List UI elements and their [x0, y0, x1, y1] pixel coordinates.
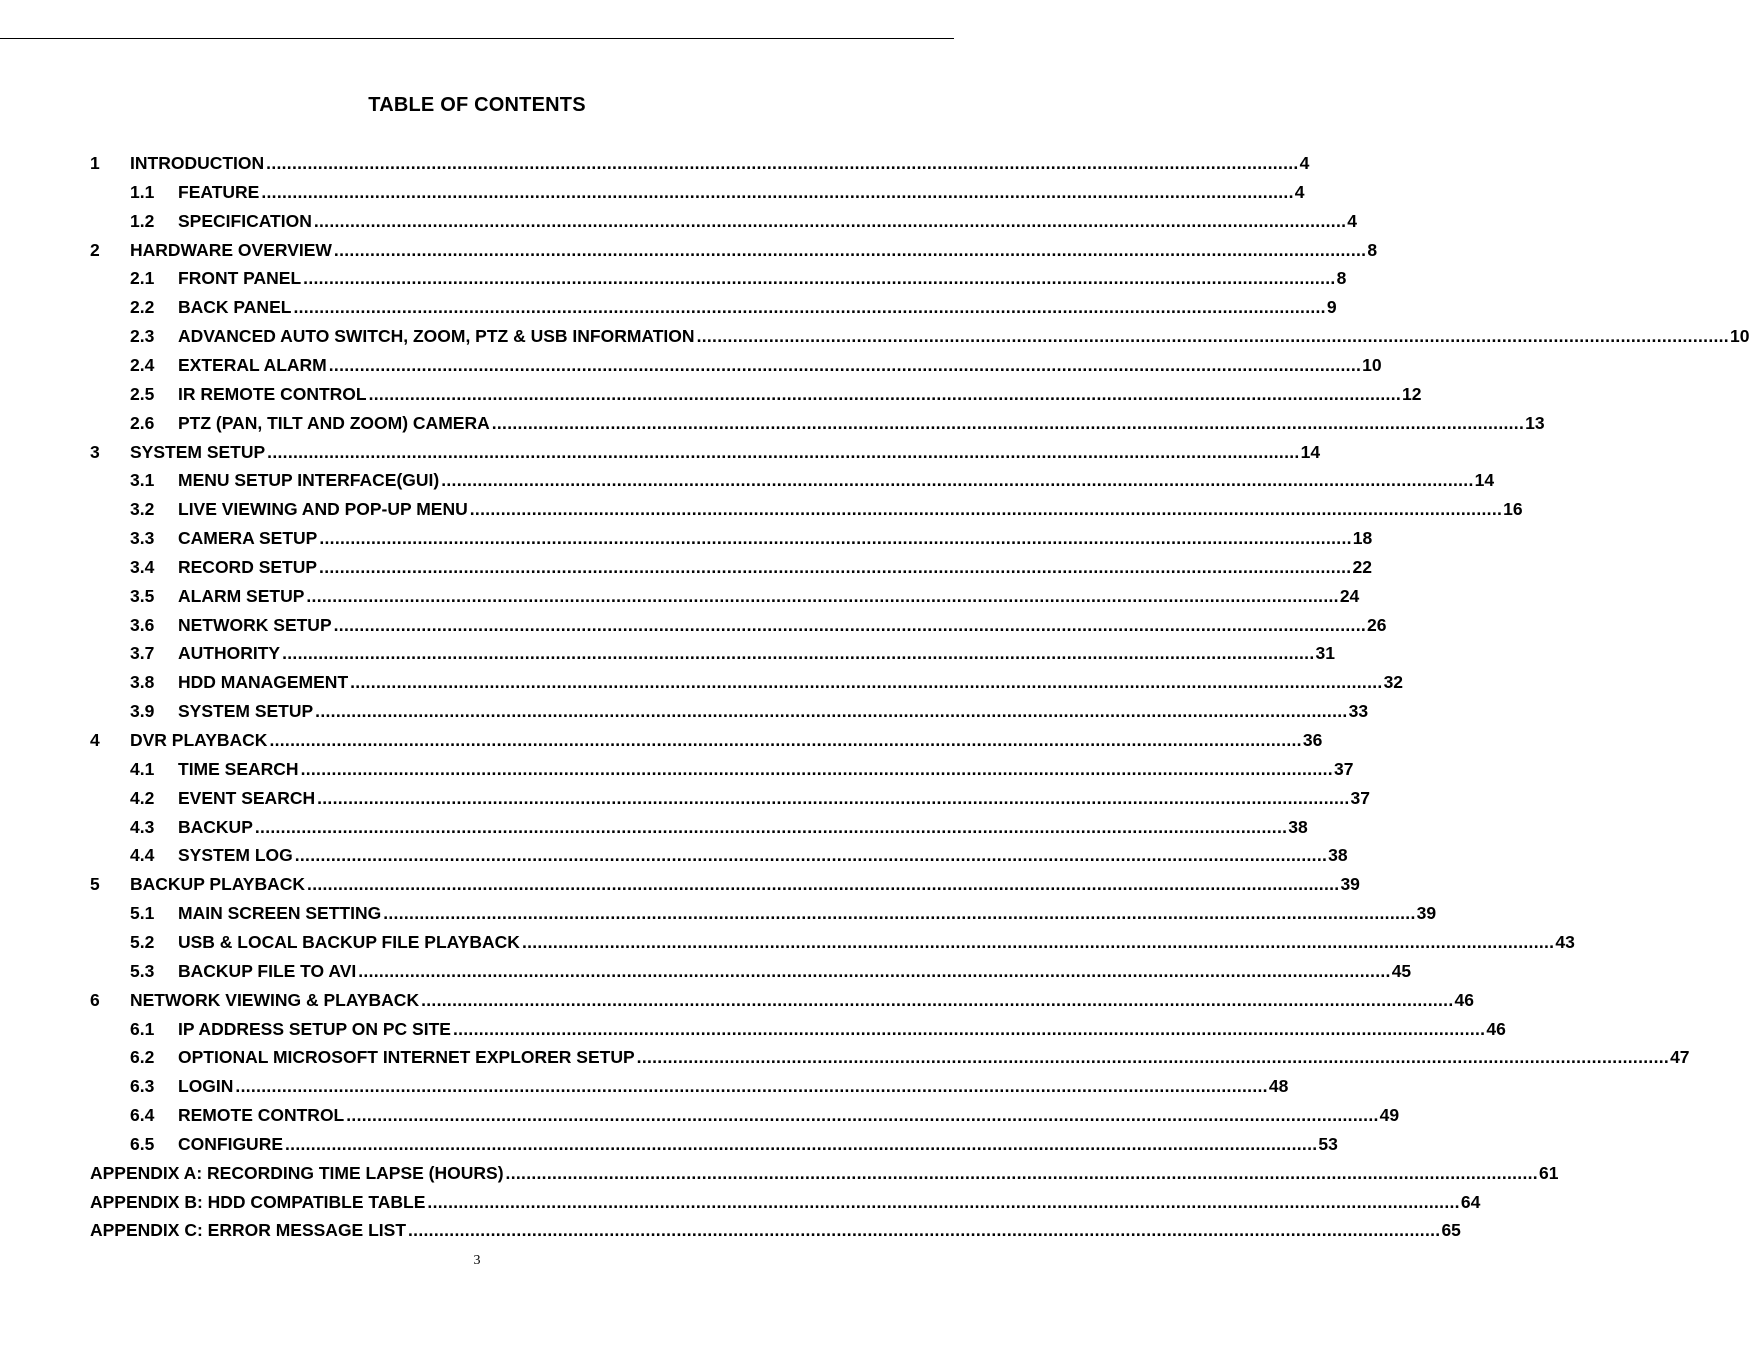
- toc-entry-page: 43: [1555, 931, 1575, 952]
- toc-dot-leader: ........................................................................................................................................................................................................: [267, 441, 1300, 462]
- toc-dot-leader: ........................................................................................................................................................................................................: [266, 153, 1299, 173]
- toc-entry-number: 3.4: [130, 556, 155, 577]
- toc-entry-number: 6.1: [130, 1018, 155, 1039]
- toc-entry-title: LOGIN: [178, 1076, 234, 1097]
- toc-entry-number: 3.9: [130, 701, 155, 722]
- toc-entry-page: 26: [1367, 614, 1387, 635]
- toc-entry-number: 2.6: [130, 412, 155, 433]
- toc-entry-page: 64: [1460, 1191, 1481, 1212]
- toc-entry-number: 6.5: [130, 1133, 155, 1154]
- toc-entry-number: 6.4: [130, 1105, 155, 1126]
- toc-entry-page: 61: [1538, 1162, 1559, 1183]
- toc-entry-page: 10: [1362, 354, 1382, 375]
- toc-entry-number: 4: [90, 730, 100, 750]
- toc-entry-page: 39: [1416, 903, 1437, 924]
- toc-dot-leader: ........................................................................................................................................................................................................: [282, 643, 1315, 664]
- toc-entry[interactable]: [130, 495, 1523, 523]
- toc-entry-page: 4: [1294, 181, 1305, 202]
- toc-entry[interactable]: [130, 207, 1358, 235]
- toc-entry[interactable]: [130, 1043, 1690, 1071]
- toc-entry-title: BACK PANEL: [178, 297, 292, 318]
- toc-entry-page: 37: [1333, 758, 1354, 779]
- toc-entry-number: 3.8: [130, 672, 155, 693]
- toc-entry-page: 18: [1352, 528, 1373, 549]
- toc-entry-page: 39: [1340, 874, 1360, 895]
- toc-entry[interactable]: [130, 380, 1422, 408]
- toc-dot-leader: ........................................................................................................................................................................................................: [261, 181, 1294, 202]
- toc-entry-page: 14: [1474, 470, 1495, 491]
- toc-entry-title: PTZ (PAN, TILT AND ZOOM) CAMERA: [178, 412, 490, 433]
- toc-entry[interactable]: [130, 928, 1575, 956]
- toc-entry-page: 14: [1300, 441, 1321, 462]
- toc-entry[interactable]: [130, 553, 1372, 581]
- toc-dot-leader: ........................................................................................................................................................................................................: [427, 1191, 1460, 1212]
- toc-entry-title: APPENDIX C: ERROR MESSAGE LIST: [90, 1220, 407, 1241]
- toc-entry-page: 36: [1302, 730, 1323, 750]
- toc-entry-page: 10: [1729, 326, 1749, 347]
- toc-entry-title: USB & LOCAL BACKUP FILE PLAYBACK: [178, 931, 520, 952]
- toc-appendix-entry[interactable]: [90, 1188, 1481, 1216]
- toc-entry-title: AUTHORITY: [178, 643, 281, 664]
- toc-entry[interactable]: [130, 1101, 1400, 1129]
- toc-entry[interactable]: [130, 582, 1360, 610]
- toc-entry-title: ALARM SETUP: [178, 585, 305, 606]
- toc-entry-title: MENU SETUP INTERFACE(GUI): [178, 470, 440, 491]
- toc-entry-title: EVENT SEARCH: [178, 787, 316, 808]
- toc-entry-title: FEATURE: [178, 181, 260, 202]
- toc-dot-leader: ........................................................................................................................................................................................................: [333, 614, 1367, 635]
- toc-dot-leader: ........................................................................................................................................................................................................: [452, 1018, 1486, 1039]
- toc-dot-leader: ........................................................................................................................................................................................................: [319, 528, 1352, 549]
- toc-entry-number: 2.2: [130, 297, 155, 318]
- toc-entry-page: 37: [1350, 787, 1370, 808]
- toc-entry-page: 31: [1315, 643, 1335, 664]
- toc-entry[interactable]: [130, 668, 1404, 696]
- toc-entry-number: 4.4: [130, 845, 155, 866]
- toc-entry-page: 38: [1288, 816, 1308, 837]
- toc-entry-number: 1.1: [130, 181, 155, 202]
- toc-entry-title: IR REMOTE CONTROL: [178, 383, 367, 404]
- toc-entry-title: RECORD SETUP: [178, 556, 318, 577]
- toc-dot-leader: ........................................................................................................................................................................................................: [319, 556, 1352, 577]
- toc-entry[interactable]: [130, 899, 1437, 927]
- toc-dot-leader: ........................................................................................................................................................................................................: [421, 989, 1454, 1010]
- toc-entry-number: 2.4: [130, 354, 155, 375]
- toc-entry-title: CONFIGURE: [178, 1133, 283, 1154]
- toc-dot-leader: ........................................................................................................................................................................................................: [696, 326, 1729, 347]
- toc-entry-page: 8: [1336, 268, 1347, 289]
- toc-entry-page: 12: [1402, 383, 1422, 404]
- toc-entry-number: 1: [90, 153, 100, 173]
- toc-entry-title: FRONT PANEL: [178, 268, 302, 289]
- toc-entry-page: 13: [1525, 412, 1545, 433]
- toc-entry[interactable]: [130, 957, 1412, 985]
- toc-entry-number: 4.3: [130, 816, 155, 837]
- toc-dot-leader: ........................................................................................................................................................................................................: [254, 816, 1288, 837]
- toc-entry-title: INTRODUCTION: [130, 153, 265, 173]
- toc-dot-leader: ........................................................................................................................................................................................................: [235, 1076, 1268, 1097]
- toc-dot-leader: ........................................................................................................................................................................................................: [358, 960, 1391, 981]
- toc-entry-number: 5: [90, 874, 100, 895]
- toc-entry-title: TIME SEARCH: [178, 758, 299, 779]
- toc-dot-leader: ........................................................................................................................................................................................................: [469, 499, 1503, 520]
- toc-entry[interactable]: [130, 1130, 1338, 1158]
- toc-entry[interactable]: [90, 986, 1474, 1014]
- toc-entry[interactable]: [130, 466, 1495, 494]
- toc-entry-title: BACKUP FILE TO AVI: [178, 960, 357, 981]
- toc-entry-number: 4.1: [130, 758, 155, 779]
- toc-appendix-entry[interactable]: [90, 1216, 1461, 1244]
- toc-entry-title: ADVANCED AUTO SWITCH, ZOOM, PTZ & USB INFORMATION: [178, 326, 695, 347]
- toc-entry-number: 6.3: [130, 1076, 155, 1097]
- toc-entry[interactable]: [130, 813, 1308, 841]
- toc-entry-title: MAIN SCREEN SETTING: [178, 903, 382, 924]
- toc-entry[interactable]: [130, 611, 1387, 639]
- toc-entry-page: 8: [1367, 239, 1378, 260]
- toc-entry-number: 2: [90, 239, 100, 260]
- toc-dot-leader: ........................................................................................................................................................................................................: [408, 1220, 1441, 1241]
- toc-entry[interactable]: [130, 409, 1545, 437]
- toc-entry[interactable]: [130, 293, 1337, 321]
- toc-entry-page: 24: [1339, 585, 1360, 606]
- toc-entry-number: 4.2: [130, 787, 155, 808]
- toc-dot-leader: ........................................................................................................................................................................................................: [333, 239, 1367, 260]
- toc-entry-title: APPENDIX A: RECORDING TIME LAPSE (HOURS): [90, 1162, 504, 1183]
- toc-dot-leader: ........................................................................................................................................................................................................: [368, 383, 1402, 404]
- toc-entry-title: REMOTE CONTROL: [178, 1105, 345, 1126]
- toc-dot-leader: ........................................................................................................................................................................................................: [328, 354, 1362, 375]
- toc-entry[interactable]: [90, 726, 1323, 754]
- header-rule: [0, 38, 954, 39]
- toc-entry[interactable]: [130, 178, 1305, 206]
- toc-entry-number: 3.3: [130, 528, 155, 549]
- toc-entry-page: 4: [1347, 210, 1358, 231]
- page-number: 3: [473, 1253, 481, 1268]
- toc-entry-title: IP ADDRESS SETUP ON PC SITE: [178, 1018, 451, 1039]
- toc-entry-page: 49: [1379, 1105, 1400, 1126]
- toc-entry-page: 45: [1391, 960, 1412, 981]
- toc-entry-page: 46: [1486, 1018, 1506, 1039]
- toc-entry[interactable]: [130, 841, 1348, 869]
- toc-entry-title: LIVE VIEWING AND POP-UP MENU: [178, 499, 468, 520]
- toc-entry-page: 38: [1328, 845, 1348, 866]
- toc-entry-number: 2.1: [130, 268, 155, 289]
- toc-entry-page: 53: [1318, 1133, 1338, 1154]
- toc-entry[interactable]: [130, 524, 1373, 552]
- toc-dot-leader: ........................................................................................................................................................................................................: [505, 1162, 1538, 1183]
- toc-entry[interactable]: [90, 438, 1321, 466]
- toc-dot-leader: ........................................................................................................................................................................................................: [269, 730, 1302, 750]
- toc-entry-title: APPENDIX B: HDD COMPATIBLE TABLE: [90, 1191, 426, 1212]
- toc-entry-number: 5.3: [130, 960, 155, 981]
- toc-dot-leader: ........................................................................................................................................................................................................: [346, 1105, 1379, 1126]
- toc-entry-number: 3: [90, 441, 100, 462]
- toc-dot-leader: ........................................................................................................................................................................................................: [491, 412, 1525, 433]
- toc-entry-title: OPTIONAL MICROSOFT INTERNET EXPLORER SETUP: [178, 1047, 635, 1068]
- toc-entry-number: 3.2: [130, 499, 155, 520]
- toc-dot-leader: ........................................................................................................................................................................................................: [300, 758, 1333, 779]
- toc-entry-page: 16: [1503, 499, 1523, 520]
- toc-entry-number: 6.2: [130, 1047, 155, 1068]
- toc-entry[interactable]: [130, 1015, 1506, 1043]
- toc-entry-page: 32: [1383, 672, 1404, 693]
- toc-dot-leader: ........................................................................................................................................................................................................: [294, 845, 1328, 866]
- toc-appendix-entry[interactable]: [90, 1159, 1559, 1187]
- toc-entry-page: 48: [1268, 1076, 1289, 1097]
- toc-entry-title: SYSTEM LOG: [178, 845, 293, 866]
- toc-entry[interactable]: [130, 1072, 1289, 1100]
- toc-entry[interactable]: [130, 639, 1335, 667]
- toc-dot-leader: ........................................................................................................................................................................................................: [315, 701, 1348, 722]
- toc-dot-leader: ........................................................................................................................................................................................................: [521, 931, 1555, 952]
- toc-entry[interactable]: [130, 351, 1382, 379]
- toc-dot-leader: ........................................................................................................................................................................................................: [313, 210, 1347, 231]
- toc-entry-title: HDD MANAGEMENT: [178, 672, 349, 693]
- toc-entry[interactable]: [90, 149, 1310, 177]
- toc-entry-number: 5.1: [130, 903, 155, 924]
- toc-entry-title: CAMERA SETUP: [178, 528, 318, 549]
- toc-entry[interactable]: [130, 322, 1749, 350]
- toc-entry-page: 46: [1454, 989, 1474, 1010]
- toc-entry-title: NETWORK VIEWING & PLAYBACK: [130, 989, 420, 1010]
- toc-entry-title: SPECIFICATION: [178, 210, 312, 231]
- toc-entry-title: EXTERAL ALARM: [178, 354, 327, 375]
- toc-entry-page: 47: [1670, 1047, 1690, 1068]
- toc-entry-page: 4: [1299, 153, 1310, 173]
- toc-entry-number: 6: [90, 989, 100, 1010]
- toc-dot-leader: ........................................................................................................................................................................................................: [285, 1133, 1318, 1154]
- toc-entry-number: 5.2: [130, 931, 155, 952]
- toc-entry-title: SYSTEM SETUP: [130, 441, 266, 462]
- toc-dot-leader: ........................................................................................................................................................................................................: [306, 585, 1339, 606]
- toc-entry[interactable]: [130, 784, 1370, 812]
- toc-dot-leader: ........................................................................................................................................................................................................: [317, 787, 1350, 808]
- toc-entry-number: 3.6: [130, 614, 155, 635]
- toc-entry-number: 2.3: [130, 326, 155, 347]
- toc-entry[interactable]: [90, 870, 1360, 898]
- toc-entry-title: NETWORK SETUP: [178, 614, 332, 635]
- toc-entry-page: 9: [1326, 297, 1337, 318]
- toc-entry-title: BACKUP PLAYBACK: [130, 874, 306, 895]
- toc-entry-page: 33: [1348, 701, 1369, 722]
- toc-entry-number: 2.5: [130, 383, 155, 404]
- toc-entry[interactable]: [90, 236, 1378, 264]
- toc-dot-leader: ........................................................................................................................................................................................................: [636, 1047, 1670, 1068]
- toc-entry-title: SYSTEM SETUP: [178, 701, 314, 722]
- page-title: TABLE OF CONTENTS: [368, 94, 586, 116]
- toc-entry-title: HARDWARE OVERVIEW: [130, 239, 332, 260]
- toc-entry[interactable]: [130, 264, 1347, 292]
- toc-entry[interactable]: [130, 697, 1369, 725]
- toc-entry[interactable]: [130, 755, 1354, 783]
- toc-dot-leader: ........................................................................................................................................................................................................: [350, 672, 1383, 693]
- toc-entry-number: 3.7: [130, 643, 155, 664]
- toc-entry-page: 65: [1441, 1220, 1461, 1241]
- toc-entry-title: BACKUP: [178, 816, 253, 837]
- toc-dot-leader: ........................................................................................................................................................................................................: [307, 874, 1340, 895]
- toc-dot-leader: ........................................................................................................................................................................................................: [383, 903, 1416, 924]
- toc-entry-page: 22: [1352, 556, 1372, 577]
- toc-entry-number: 3.5: [130, 585, 155, 606]
- toc-entry-number: 3.1: [130, 470, 155, 491]
- toc-dot-leader: ........................................................................................................................................................................................................: [293, 297, 1326, 318]
- toc-dot-leader: ........................................................................................................................................................................................................: [303, 268, 1336, 289]
- toc-dot-leader: ........................................................................................................................................................................................................: [441, 470, 1474, 491]
- toc-entry-title: DVR PLAYBACK: [130, 730, 268, 750]
- toc-entry-number: 1.2: [130, 210, 155, 231]
